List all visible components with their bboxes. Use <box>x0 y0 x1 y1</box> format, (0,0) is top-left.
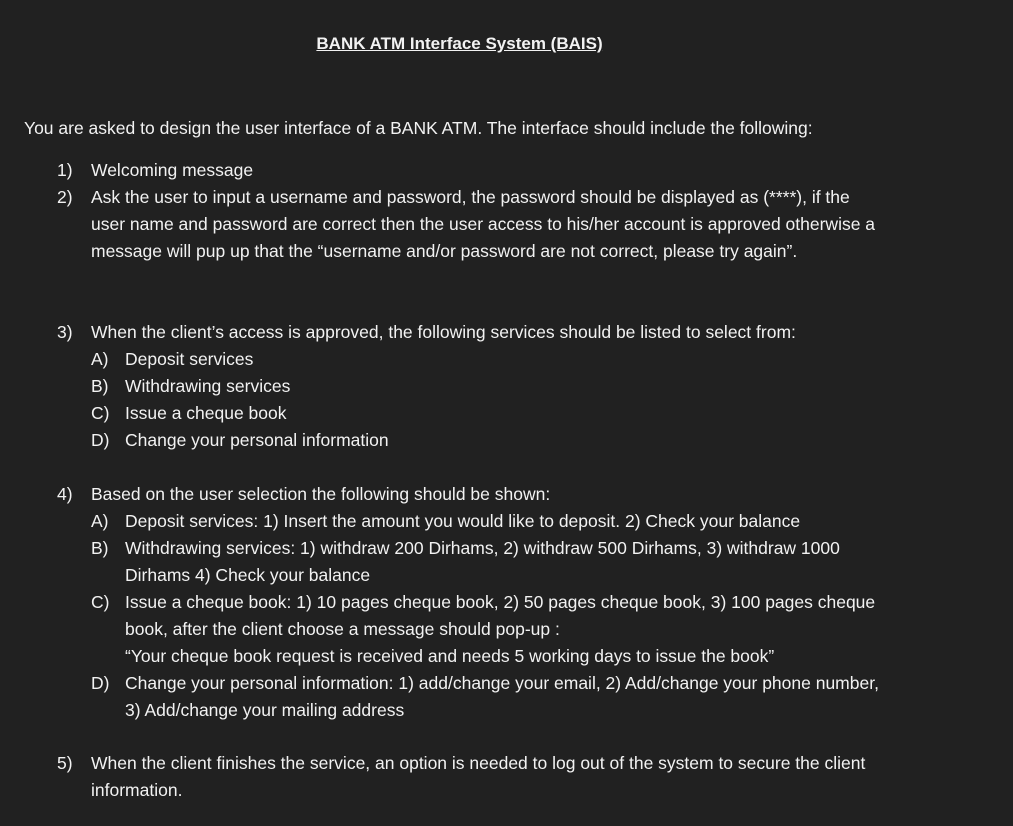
list-item-5 <box>57 750 887 804</box>
sub-item-text: Withdrawing services: 1) withdraw 200 Dirhams, 2) withdraw 500 Dirhams, 3) withdraw 1000 Dirhams 4) Check your balance <box>125 538 840 585</box>
sub-item <box>91 346 887 373</box>
sub-item <box>91 373 887 400</box>
sub-item <box>91 427 887 454</box>
sub-item-text: Change your personal information <box>125 430 389 450</box>
list-number: 3) <box>57 322 73 342</box>
list-item-text: When the client’s access is approved, the following services should be listed to select from: <box>91 322 796 342</box>
list-item-text: Welcoming message <box>91 160 254 180</box>
list-number: 2) <box>57 187 73 207</box>
sub-letter: B) <box>91 376 109 396</box>
sub-item-text: Deposit services <box>125 349 254 369</box>
sub-letter: C) <box>91 403 110 423</box>
intro-paragraph: You are asked to design the user interface of a BANK ATM. The interface should include the following: <box>24 118 813 138</box>
sub-letter: B) <box>91 538 109 558</box>
sub-letter: A) <box>91 349 109 369</box>
list-number: 4) <box>57 484 73 504</box>
list-item-3 <box>57 319 887 454</box>
sub-item-text: Deposit services: 1) Insert the amount you would like to deposit. 2) Check your balance <box>125 511 801 531</box>
sub-item-text: Withdrawing services <box>125 376 291 396</box>
sub-item <box>91 670 887 724</box>
list-item-text: Ask the user to input a username and password, the password should be displayed as (****), if the user name and password are correct then the user access to his/her account is approved otherwise a message will pup up that the “username and/or password are not correct, please try again”. <box>91 187 876 261</box>
sub-letter: A) <box>91 511 109 531</box>
sub-item <box>91 535 887 589</box>
sub-item <box>91 589 887 670</box>
list-item-4 <box>57 481 887 724</box>
list-item-text: Based on the user selection the following should be shown: <box>91 484 551 504</box>
sub-item-text: Change your personal information: 1) add/change your email, 2) Add/change your phone number, 3) Add/change your mailing address <box>125 673 879 720</box>
sub-letter: D) <box>91 673 110 693</box>
sub-item <box>91 400 887 427</box>
list-item-2 <box>57 184 887 265</box>
popup-message-text: “Your cheque book request is received and needs 5 working days to issue the book” <box>125 646 775 666</box>
list-number: 5) <box>57 753 73 773</box>
list-item-1 <box>57 157 887 184</box>
sub-letter: D) <box>91 430 110 450</box>
sub-letter: C) <box>91 592 110 612</box>
document-title: BANK ATM Interface System (BAIS) <box>316 34 603 53</box>
list-number: 1) <box>57 160 73 180</box>
sub-item-text: Issue a cheque book: 1) 10 pages cheque book, 2) 50 pages cheque book, 3) 100 pages cheque book, after the client choose a message should pop-up : <box>125 592 876 639</box>
sub-item-text: Issue a cheque book <box>125 403 287 423</box>
sub-item <box>91 508 887 535</box>
list-item-text: When the client finishes the service, an option is needed to log out of the system to secure the client information. <box>91 753 866 800</box>
